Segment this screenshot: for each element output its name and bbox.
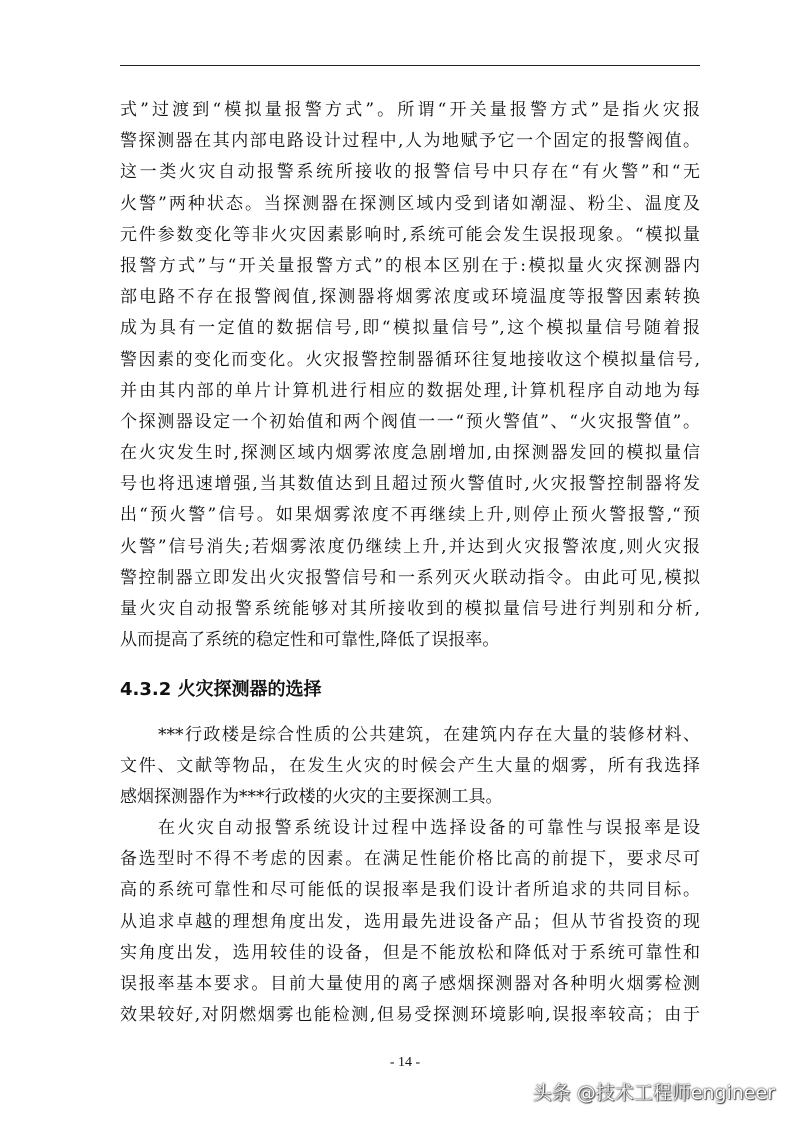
text-line: 报警方式”与“开关量报警方式”的根本区别在于:模拟量火灾探测器内 [120,255,700,276]
text-line: 元件参数变化等非火灾因素影响时,系统可能会发生误报现象。“模拟量 [120,224,700,245]
page-number: - 14 - [389,1055,421,1070]
text-line: 在火灾发生时,探测区域内烟雾浓度急剧增加,由探测器发回的模拟量信 [120,443,700,464]
paragraph-analog-alarm [120,95,700,656]
section-heading: 4.3.2 火灾探测器的选择 [120,679,322,700]
text-line: 号也将迅速增强,当其数值达到且超过预火警值时,火灾报警控制器将发 [120,474,700,495]
text-line: 高的系统可靠性和尽可能低的误报率是我们设计者所追求的共同目标。 [120,880,700,901]
text-line: 从追求卓越的理想角度出发，选用最先进设备产品；但从节省投资的现 [120,911,700,932]
text-line: 实角度出发，选用较佳的设备，但是不能放松和降低对于系统可靠性和 [120,942,700,963]
text-line: 量火灾自动报警系统能够对其所接收到的模拟量信号进行判别和分析, [120,599,700,619]
text-line: 火警”信号消失;若烟雾浓度仍继续上升,并达到火灾报警浓度,则火灾报 [120,536,700,557]
text-line: 备选型时不得不考虑的因素。在满足性能价格比高的前提下，要求尽可 [120,849,700,870]
text-line: 文件、文献等物品，在发生火灾的时候会产生大量的烟雾，所有我选择 [120,755,700,776]
text-line: 效果较好,对阴燃烟雾也能检测,但易受探测环境影响,误报率较高；由于 [120,1005,700,1026]
text-line: 出“预火警”信号。如果烟雾浓度不再继续上升,则停止预火警报警,“预 [120,505,700,526]
header-rule [120,65,700,66]
text-line: 火警”两种状态。当探测器在探测区域内受到诸如潮湿、粉尘、温度及 [120,193,700,214]
text-line: 并由其内部的单片计算机进行相应的数据处理,计算机程序自动地为每 [120,380,700,401]
source-watermark: 头条 @技术工程师engineer [532,1082,775,1104]
text-line: 在火灾自动报警系统设计过程中选择设备的可靠性与误报率是设 [158,818,700,839]
paragraph-building-detector [120,720,700,814]
text-line: 警探测器在其内部电路设计过程中,人为地赋予它一个固定的报警阀值。 [120,131,700,152]
text-line: 感烟探测器作为***行政楼的火灾的主要探测工具。 [120,786,503,807]
text-line: ***行政楼是综合性质的公共建筑，在建筑内存在大量的装修材料、 [158,724,700,745]
text-line: 部电路不存在报警阀值,探测器将烟雾浓度或环境温度等报警因素转换 [120,287,700,308]
text-line: 成为具有一定值的数据信号,即“模拟量信号”,这个模拟量信号随着报 [120,318,700,339]
text-line: 个探测器设定一个初始值和两个阀值一一“预火警值”、“火灾报警值”。 [120,411,700,432]
text-line: 这一类火灾自动报警系统所接收的报警信号中只存在“有火警”和“无 [120,162,700,183]
text-line: 警控制器立即发出火灾报警信号和一系列灭火联动指令。由此可见,模拟 [120,567,700,588]
text-line: 从而提高了系统的稳定性和可靠性,降低了误报率。 [120,630,500,651]
paragraph-reliability [120,813,700,1031]
text-line: 误报率基本要求。目前大量使用的离子感烟探测器对各种明火烟雾检测 [120,974,700,995]
text-line: 式”过渡到“模拟量报警方式”。所谓“开关量报警方式”是指火灾报 [120,100,700,120]
text-line: 警因素的变化而变化。火灾报警控制器循环往复地接收这个模拟量信号, [120,349,700,370]
